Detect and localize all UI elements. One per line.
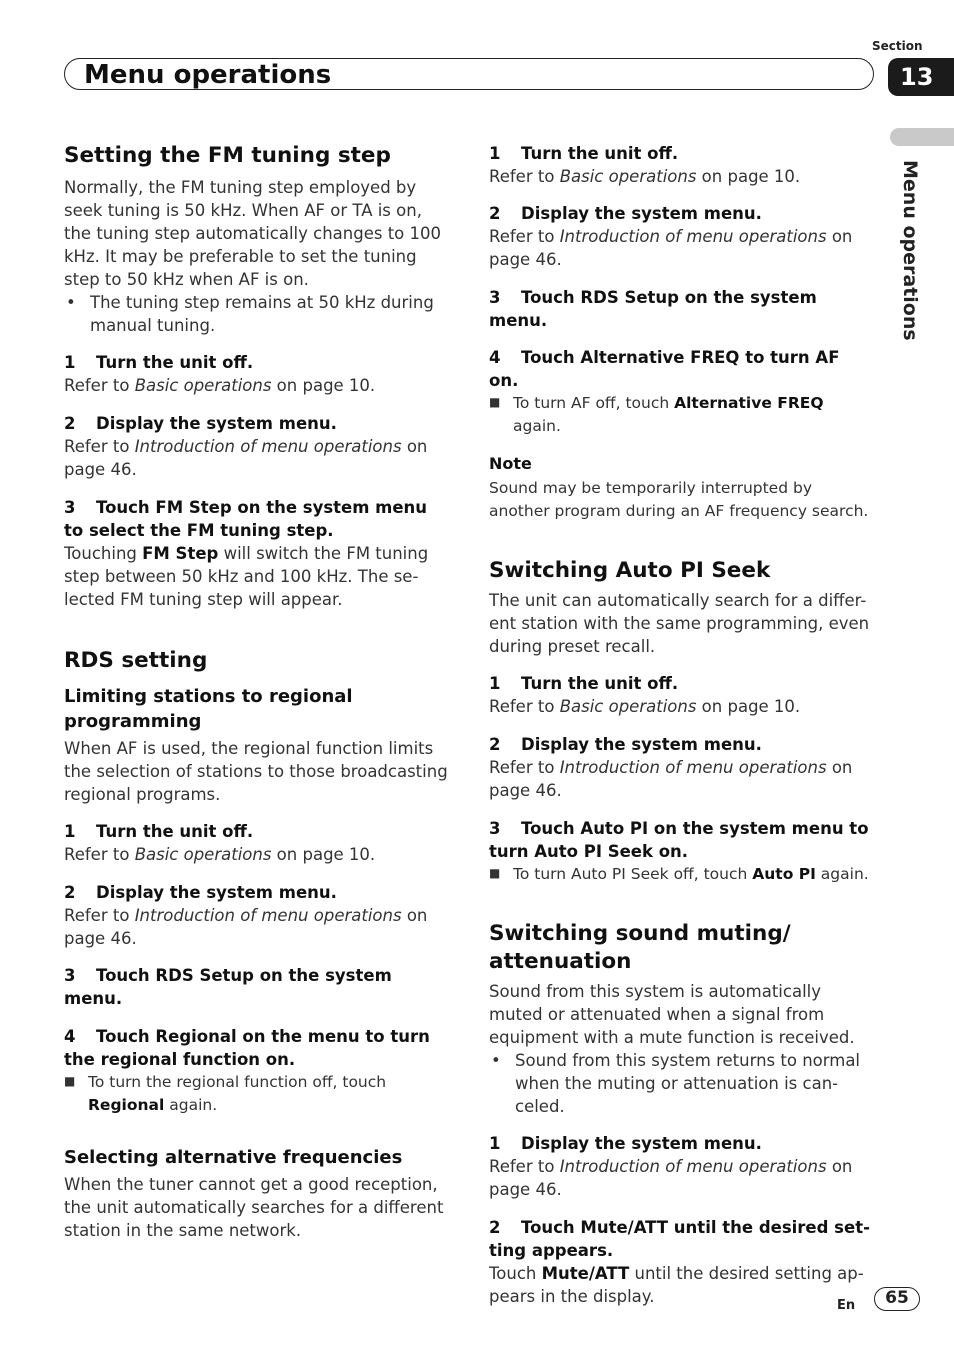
step-title bbox=[489, 1132, 873, 1155]
text: Refer to bbox=[489, 167, 560, 186]
text: again. bbox=[513, 417, 561, 435]
section-heading: Switching Auto PI Seek bbox=[489, 558, 771, 583]
step-number: 1 bbox=[489, 144, 501, 163]
text: on page 46. bbox=[64, 437, 428, 479]
text: To turn AF off, touch bbox=[513, 394, 675, 412]
text: To turn the regional function off, touch bbox=[88, 1073, 387, 1091]
step-text: Turn the unit off. bbox=[96, 353, 254, 372]
key-term: FM Step bbox=[142, 544, 219, 563]
step-text: Touch Mute/ATT until the desired set-ting appears. bbox=[489, 1218, 870, 1260]
step-title bbox=[64, 881, 448, 904]
text: on page 10. bbox=[696, 697, 801, 716]
side-tab-label: Menu operations bbox=[899, 160, 921, 341]
text: Refer to bbox=[64, 376, 135, 395]
bullet-item bbox=[64, 291, 448, 337]
step-title bbox=[489, 142, 873, 165]
step-text: Display the system menu. bbox=[96, 883, 337, 902]
step-body bbox=[489, 1262, 873, 1308]
bullet-icon: • bbox=[66, 293, 76, 312]
text: Refer to bbox=[489, 1157, 560, 1176]
right-column bbox=[489, 142, 873, 1308]
section-heading: RDS setting bbox=[64, 648, 208, 673]
cross-reference: Introduction of menu operations bbox=[559, 758, 827, 777]
step-title bbox=[64, 412, 448, 435]
text: will switch the FM tuning step between 50 kHz and 100 kHz. The se-lected FM tuning step will appear. bbox=[64, 544, 429, 609]
left-column bbox=[64, 142, 448, 1242]
step-number: 1 bbox=[489, 1134, 501, 1153]
text: on page 46. bbox=[489, 758, 853, 800]
bullet-icon: • bbox=[491, 1051, 501, 1070]
key-term: Auto PI bbox=[752, 865, 816, 883]
step-body bbox=[64, 843, 448, 866]
text: on page 46. bbox=[489, 227, 853, 269]
bullet-text: Sound from this system returns to normal when the muting or attenuation is can-celed. bbox=[515, 1051, 861, 1116]
section-number-badge: 13 bbox=[888, 58, 954, 96]
text: Touch bbox=[489, 1264, 542, 1283]
text: Touching bbox=[64, 544, 143, 563]
text: Refer to bbox=[64, 906, 135, 925]
step-title bbox=[64, 820, 448, 843]
square-bullet-icon: ■ bbox=[489, 866, 501, 880]
text: on page 46. bbox=[489, 1157, 853, 1199]
step-text: Turn the unit off. bbox=[521, 144, 679, 163]
paragraph: When AF is used, the regional function limits the selection of stations to those broadcasting regional programs. bbox=[64, 739, 448, 804]
step-text: Display the system menu. bbox=[521, 735, 762, 754]
step-body bbox=[489, 165, 873, 188]
cross-reference: Introduction of menu operations bbox=[134, 906, 402, 925]
step-title bbox=[64, 351, 448, 374]
step-number: 4 bbox=[64, 1027, 76, 1046]
text: To turn Auto PI Seek off, touch bbox=[513, 865, 753, 883]
step-text: Touch Auto PI on the system menu to turn Auto PI Seek on. bbox=[489, 819, 869, 861]
step-number: 2 bbox=[489, 1218, 501, 1237]
text: until the desired setting ap-pears in the display. bbox=[489, 1264, 864, 1306]
subsection-heading: Selecting alternative frequencies bbox=[64, 1147, 403, 1168]
text: again. bbox=[815, 865, 869, 883]
page-number: 65 bbox=[874, 1287, 920, 1311]
step-text: Turn the unit off. bbox=[521, 674, 679, 693]
step-title bbox=[64, 496, 448, 542]
page-title: Menu operations bbox=[84, 60, 332, 90]
step-text: Touch RDS Setup on the system menu. bbox=[489, 288, 817, 330]
step-title bbox=[489, 672, 873, 695]
step-text: Display the system menu. bbox=[521, 204, 762, 223]
square-bullet-icon: ■ bbox=[489, 395, 501, 409]
note-item bbox=[64, 1071, 448, 1117]
step-number: 2 bbox=[489, 735, 501, 754]
step-number: 3 bbox=[64, 966, 76, 985]
text: on page 10. bbox=[271, 376, 376, 395]
cross-reference: Basic operations bbox=[134, 845, 272, 864]
note-heading: Note bbox=[489, 454, 532, 473]
step-body bbox=[489, 756, 873, 802]
step-body bbox=[489, 695, 873, 718]
text: Refer to bbox=[64, 845, 135, 864]
text: on page 10. bbox=[696, 167, 801, 186]
square-bullet-icon: ■ bbox=[64, 1074, 76, 1088]
step-body bbox=[64, 542, 448, 611]
step-number: 1 bbox=[64, 353, 76, 372]
paragraph: Sound from this system is automatically muted or attenuated when a signal from equipment with a mute function is received. bbox=[489, 982, 855, 1047]
step-text: Display the system menu. bbox=[521, 1134, 762, 1153]
step-number: 4 bbox=[489, 348, 501, 367]
text: on page 46. bbox=[64, 906, 428, 948]
key-term: Regional bbox=[88, 1096, 165, 1114]
step-body bbox=[489, 1155, 873, 1201]
step-number: 3 bbox=[489, 288, 501, 307]
step-text: Touch Alternative FREQ to turn AF on. bbox=[489, 348, 840, 390]
step-text: Turn the unit off. bbox=[96, 822, 254, 841]
text: again. bbox=[164, 1096, 218, 1114]
step-text: Touch RDS Setup on the system menu. bbox=[64, 966, 392, 1008]
paragraph: The unit can automatically search for a differ-ent station with the same programming, even during preset recall. bbox=[489, 591, 870, 656]
cross-reference: Basic operations bbox=[134, 376, 272, 395]
paragraph: When the tuner cannot get a good reception, the unit automatically searches for a different station in the same network. bbox=[64, 1175, 444, 1240]
step-number: 2 bbox=[64, 414, 76, 433]
bullet-text: The tuning step remains at 50 kHz during manual tuning. bbox=[90, 293, 434, 335]
note-item bbox=[489, 392, 873, 438]
step-text: Display the system menu. bbox=[96, 414, 337, 433]
step-number: 2 bbox=[64, 883, 76, 902]
paragraph: Normally, the FM tuning step employed by seek tuning is 50 kHz. When AF or TA is on, the tuning step automatically changes to 100 kHz. It may be preferable to set the tuning step to 50 kHz when AF is on. bbox=[64, 178, 442, 289]
step-number: 3 bbox=[64, 498, 76, 517]
side-tab-bar bbox=[890, 128, 954, 146]
step-title bbox=[489, 1216, 873, 1262]
step-body bbox=[64, 904, 448, 950]
step-number: 3 bbox=[489, 819, 501, 838]
step-number: 2 bbox=[489, 204, 501, 223]
cross-reference: Introduction of menu operations bbox=[559, 227, 827, 246]
key-term: Mute/ATT bbox=[541, 1264, 630, 1283]
step-title bbox=[489, 733, 873, 756]
cross-reference: Introduction of menu operations bbox=[134, 437, 402, 456]
step-body bbox=[64, 374, 448, 397]
cross-reference: Introduction of menu operations bbox=[559, 1157, 827, 1176]
step-number: 1 bbox=[489, 674, 501, 693]
text: on page 10. bbox=[271, 845, 376, 864]
step-text: Touch Regional on the menu to turn the regional function on. bbox=[64, 1027, 430, 1069]
bullet-item bbox=[489, 1049, 873, 1118]
step-text: Touch FM Step on the system menu to select the FM tuning step. bbox=[64, 498, 428, 540]
cross-reference: Basic operations bbox=[559, 167, 697, 186]
text: Refer to bbox=[489, 227, 560, 246]
note-item bbox=[489, 863, 873, 886]
step-title bbox=[489, 202, 873, 225]
section-heading: Setting the FM tuning step bbox=[64, 143, 391, 168]
text: Refer to bbox=[64, 437, 135, 456]
cross-reference: Basic operations bbox=[559, 697, 697, 716]
step-title bbox=[489, 286, 873, 332]
text: Refer to bbox=[489, 697, 560, 716]
section-label: Section bbox=[872, 39, 923, 53]
section-heading: Switching sound muting/ attenuation bbox=[489, 921, 791, 974]
language-label: En bbox=[837, 1298, 856, 1313]
step-number: 1 bbox=[64, 822, 76, 841]
step-title bbox=[64, 1025, 448, 1071]
step-body bbox=[64, 435, 448, 481]
key-term: Alternative FREQ bbox=[674, 394, 824, 412]
step-title bbox=[489, 346, 873, 392]
step-title bbox=[489, 817, 873, 863]
note-text: Sound may be temporarily interrupted by another program during an AF frequency search. bbox=[489, 479, 869, 520]
subsection-heading: Limiting stations to regional programming bbox=[64, 686, 353, 732]
step-title bbox=[64, 964, 448, 1010]
text: Refer to bbox=[489, 758, 560, 777]
step-body bbox=[489, 225, 873, 271]
